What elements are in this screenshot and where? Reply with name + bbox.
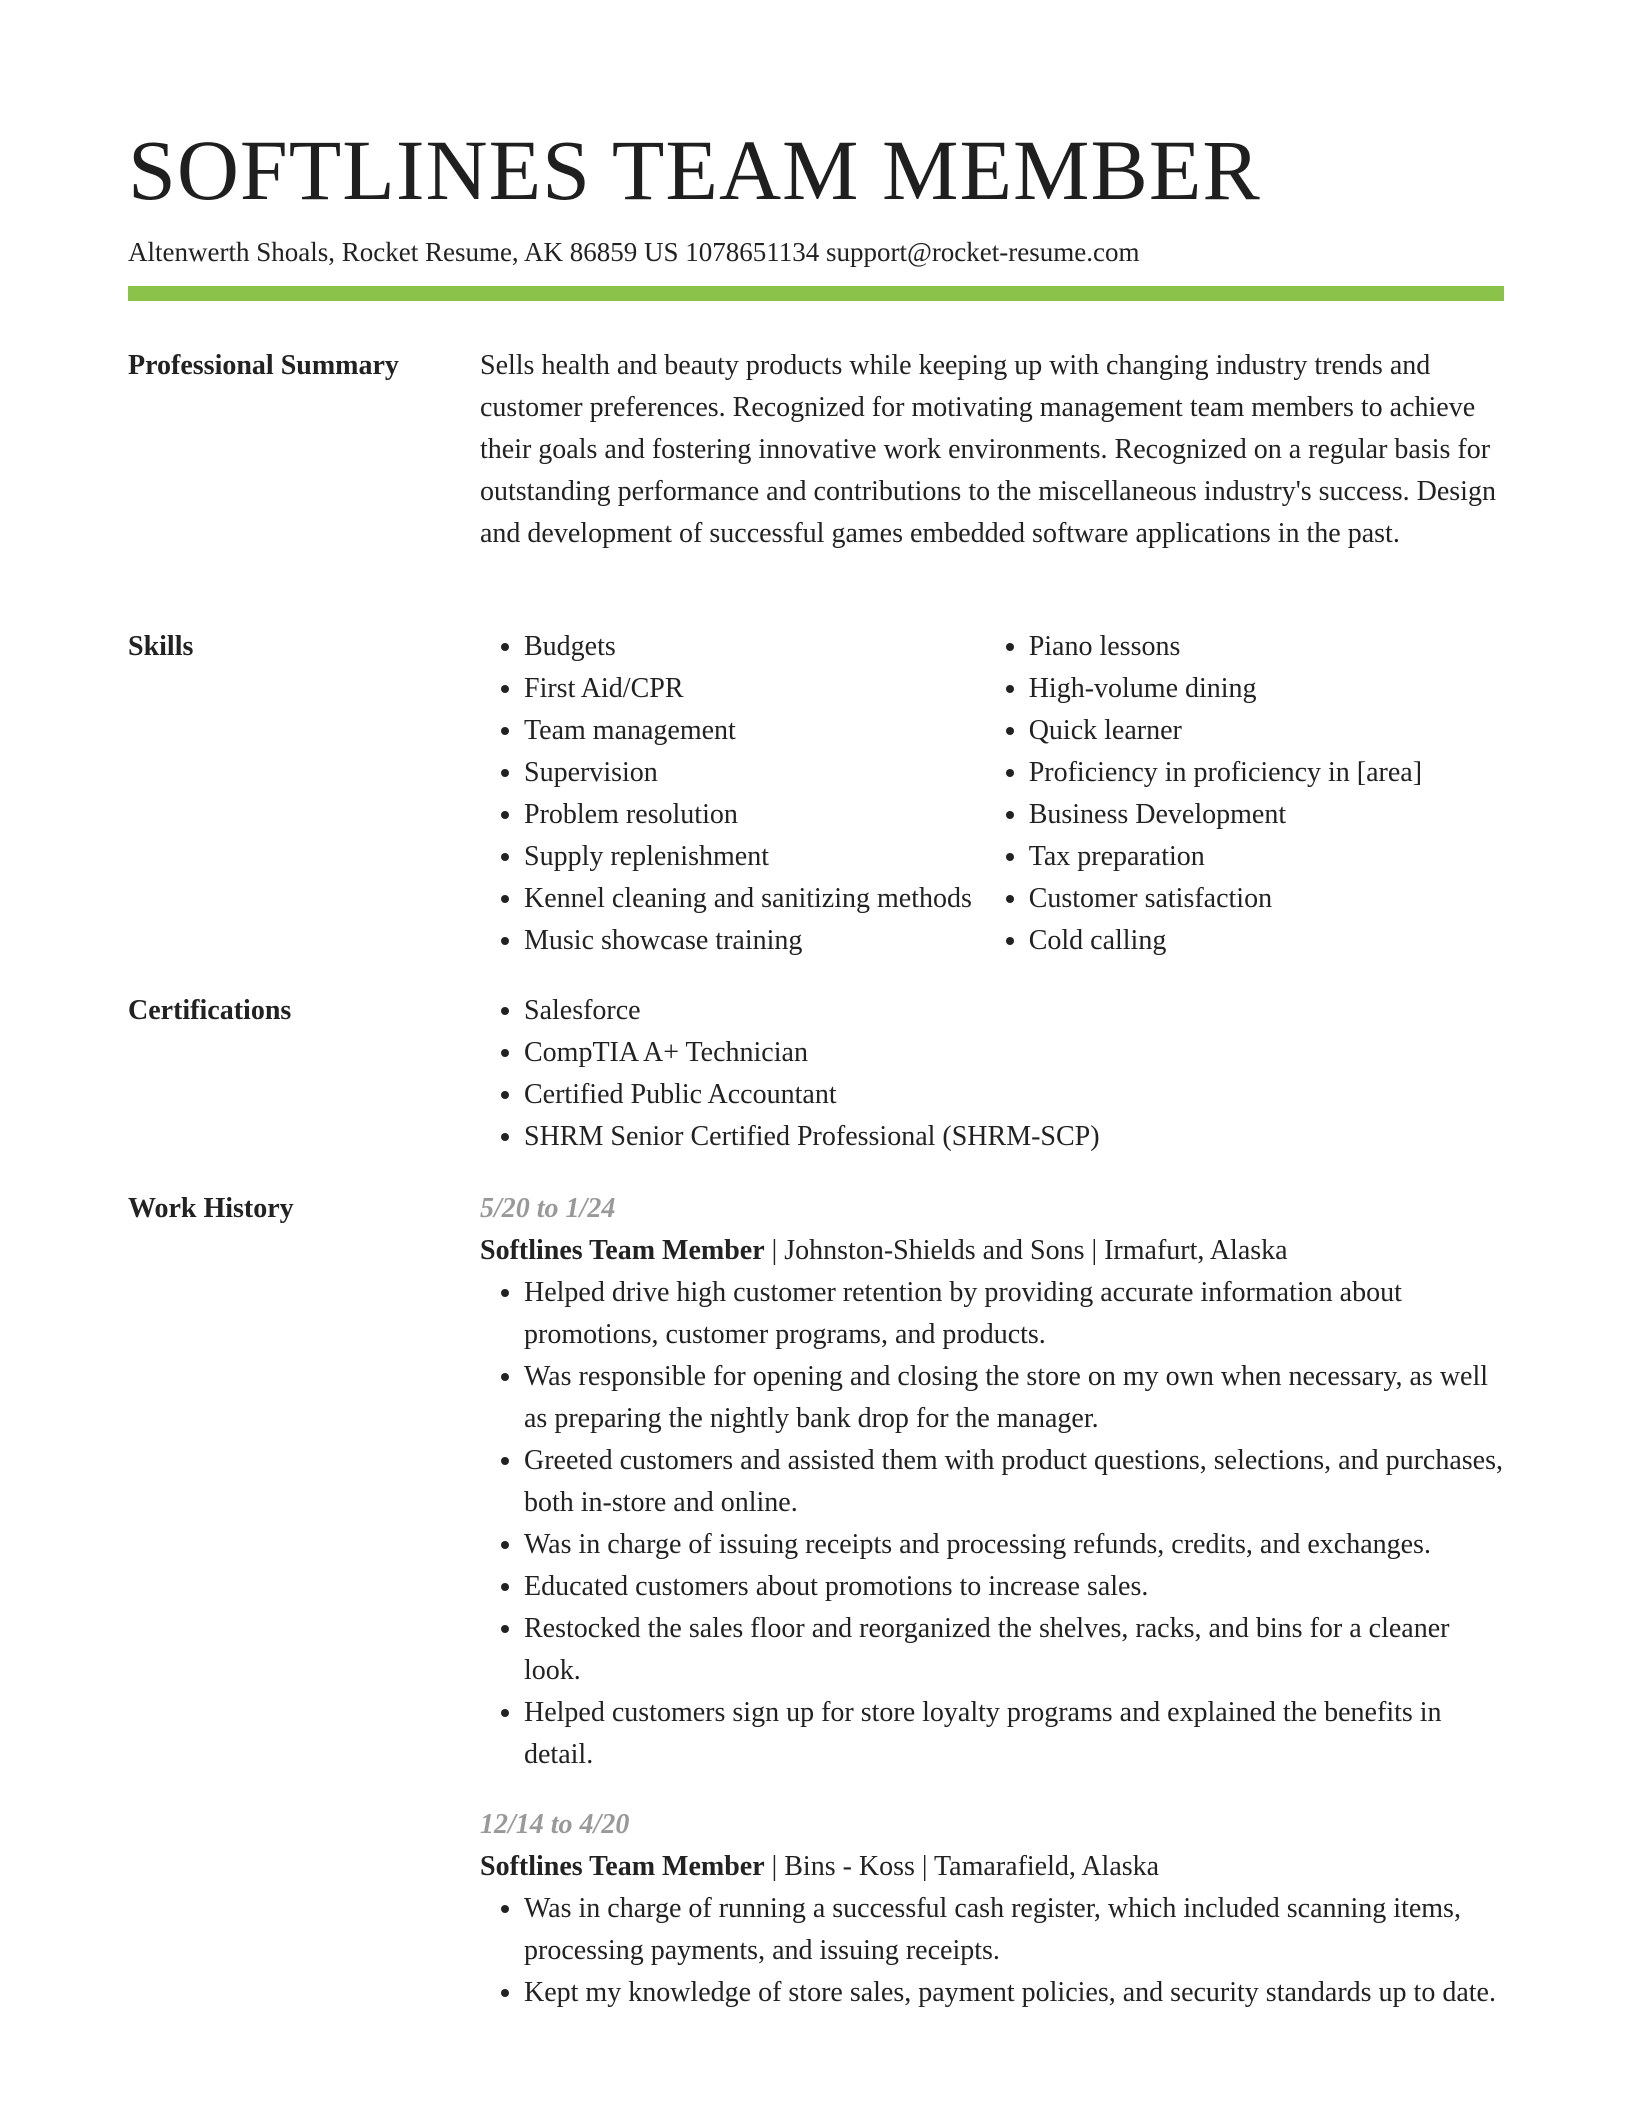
skill-item: • Budgets: [524, 626, 985, 668]
skill-item: • Music showcase training: [524, 920, 985, 962]
responsibility-item: • Was responsible for opening and closing the store on my own when necessary, as well as preparing the nightly bank drop for the manager.: [524, 1356, 1504, 1440]
responsibility-item: • Was in charge of issuing receipts and processing refunds, credits, and exchanges.: [524, 1524, 1504, 1566]
summary-text: Sells health and beauty products while keeping up with changing industry trends and customer preferences. Recognized for motivating management team members to achieve their goals and fostering innovative work environments. Recognized on a regular basis for outstanding performance and contributions to the miscellaneous industry's success. Design and development of successful games embedded software applications in the past.: [480, 350, 1496, 549]
skill-item: • First Aid/CPR: [524, 668, 985, 710]
skill-item: • Supervision: [524, 752, 985, 794]
responsibility-item: • Helped customers sign up for store loyalty programs and explained the benefits in detail.: [524, 1692, 1504, 1776]
skill-item: • Proficiency in proficiency in [area]: [1029, 752, 1504, 794]
resume-header: [128, 118, 1504, 270]
skill-item: • Customer satisfaction: [1029, 878, 1504, 920]
responsibility-item: • Was in charge of running a successful cash register, which included scanning items, processing payments, and issuing receipts.: [524, 1888, 1504, 1972]
section-title: Certifications: [128, 995, 292, 1026]
job-title-line: [480, 1846, 1504, 1888]
job-entry: [480, 1804, 1504, 2014]
certification-item: • Certified Public Accountant: [524, 1074, 1504, 1116]
responsibility-item: • Helped drive high customer retention by providing accurate information about promotions, customer programs, and products.: [524, 1272, 1504, 1356]
section-title: Skills: [128, 631, 194, 662]
skill-item: • Cold calling: [1029, 920, 1504, 962]
skill-item: • Problem resolution: [524, 794, 985, 836]
job-role: Softlines Team Member: [480, 1851, 765, 1882]
skill-item: • Piano lessons: [1029, 626, 1504, 668]
job-employer-location: | Johnston-Shields and Sons | Irmafurt, Alaska: [764, 1235, 1288, 1266]
skill-item: • Team management: [524, 710, 985, 752]
skills-list-left: [480, 626, 985, 962]
skill-item: • Business Development: [1029, 794, 1504, 836]
certification-item: • SHRM Senior Certified Professional (SHRM-SCP): [524, 1116, 1504, 1158]
certification-item: • Salesforce: [524, 990, 1504, 1032]
responsibility-item: • Greeted customers and assisted them with product questions, selections, and purchases, both in-store and online.: [524, 1440, 1504, 1524]
skills-body: [480, 626, 1504, 962]
responsibility-item: • Restocked the sales floor and reorganized the shelves, racks, and bins for a cleaner look.: [524, 1608, 1504, 1692]
job-responsibilities: [480, 1888, 1504, 2014]
job-employer-location: | Bins - Koss | Tamarafield, Alaska: [764, 1851, 1160, 1882]
skill-item: • Quick learner: [1029, 710, 1504, 752]
responsibility-item: • Educated customers about promotions to increase sales.: [524, 1566, 1504, 1608]
certifications-list: [480, 990, 1504, 1158]
job-dates: 12/14 to 4/20: [480, 1809, 630, 1840]
summary-body: [480, 345, 1504, 555]
skill-item: • Supply replenishment: [524, 836, 985, 878]
contact-line: Altenwerth Shoals, Rocket Resume, AK 86859 US 1078651134 support@rocket-resume.com: [128, 237, 1140, 267]
work-history-body: [480, 1188, 1504, 2042]
job-responsibilities: [480, 1272, 1504, 1776]
section-title: Professional Summary: [128, 350, 399, 381]
certifications-body: [480, 990, 1504, 1158]
certification-item: • CompTIA A+ Technician: [524, 1032, 1504, 1074]
skill-item: • Tax preparation: [1029, 836, 1504, 878]
accent-divider: [128, 286, 1504, 301]
skill-item: • Kennel cleaning and sanitizing methods: [524, 878, 985, 920]
job-dates: 5/20 to 1/24: [480, 1193, 616, 1224]
job-entry: [480, 1188, 1504, 1776]
job-title-line: [480, 1230, 1504, 1272]
job-role: Softlines Team Member: [480, 1235, 765, 1266]
skills-list-right: [985, 626, 1504, 962]
responsibility-item: • Kept my knowledge of store sales, payment policies, and security standards up to date.: [524, 1972, 1504, 2014]
candidate-name: SOFTLINES TEAM MEMBER: [128, 122, 1261, 218]
section-title: Work History: [128, 1193, 294, 1224]
skill-item: • High-volume dining: [1029, 668, 1504, 710]
